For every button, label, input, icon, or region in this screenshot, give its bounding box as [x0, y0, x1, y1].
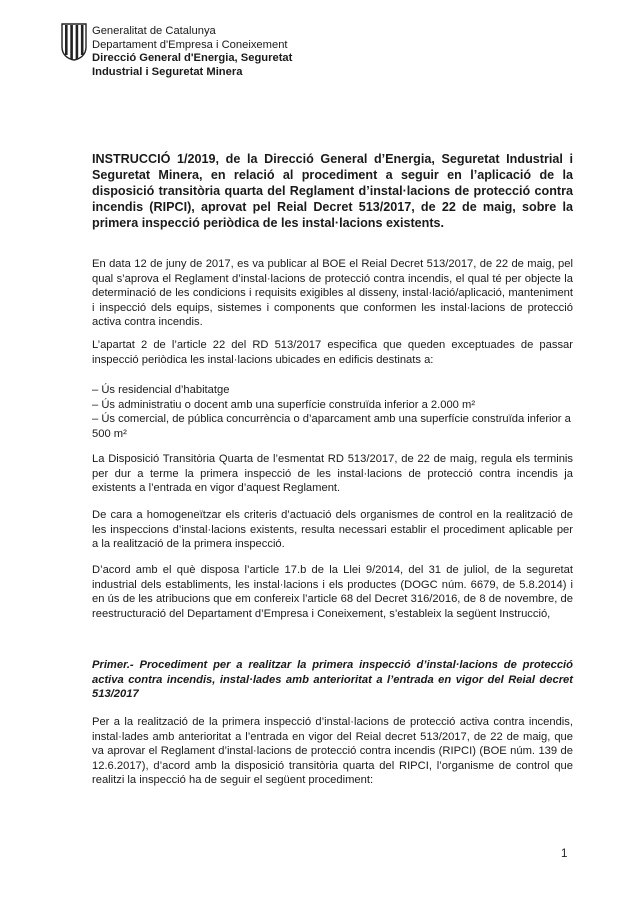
list-item: – Ús administratiu o docent amb una superfície construïda inferior a 2.000 m²	[92, 398, 476, 411]
exceptions-list	[92, 383, 573, 441]
paragraph-publication: En data 12 de juny de 2017, es va publicar al BOE el Reial Decret 513/2017, de 22 de maig, pel qual s’aprova el Reglament d’instal·lacions de protecció contra incendis, el qual té per objecte la determinació de les condicions i requisits exigibles al disseny, instal·lació/aplicació, manteniment i inspecció dels equips, sistemes i components que conformen les instal·lacions de protecció activa contra incendis.	[92, 258, 573, 328]
org-directorate-line2: Industrial i Seguretat Minera	[92, 65, 243, 78]
list-item: – Ús residencial d’habitatge	[92, 384, 230, 396]
organization-name	[92, 25, 292, 79]
page-number: 1	[561, 848, 568, 860]
paragraph-article-22: L’apartat 2 de l’article 22 del RD 513/2017 especifica que queden exceptuades de passar inspecció periòdica les instal·lacions ubicades en edificis destinats a:	[92, 339, 573, 366]
list-item: – Ús comercial, de pública concurrència o d’aparcament amb una superfície construïda inferior a 500 m²	[92, 413, 571, 440]
org-generalitat: Generalitat de Catalunya	[92, 25, 216, 37]
paragraph-legal-basis: D’acord amb el què disposa l’article 17.b de la Llei 9/2014, del 31 de juliol, de la seguretat industrial dels establiments, les instal·lacions i els productes (DOGC núm. 6679, de 5.8.2014) i en ús de les atribucions que em confereix l’article 68 del Decret 316/2016, de 8 de novembre, de reestructuració del Departament d’Empresa i Coneixement, s’estableix la següent Instrucció,	[92, 564, 573, 620]
section-heading-primer: Primer.- Procediment per a realitzar la primera inspecció d’instal·lacions de protecció activa contra incendis, instal·lades amb anterioritat a l’entrada en vigor del Reial decret 513/2017	[92, 659, 573, 700]
paragraph-transitional-provision: La Disposició Transitòria Quarta de l’esmentat RD 513/2017, de 22 de maig, regula els terminis per dur a terme la primera inspecció de les instal·lacions de protecció contra incendis ja existents a l’entrada en vigor d’aquest Reglament.	[92, 453, 573, 494]
org-department: Departament d'Empresa i Coneixement	[92, 38, 288, 51]
document-title: INSTRUCCIÓ 1/2019, de la Direcció General d’Energia, Seguretat Industrial i Seguretat Minera, en relació al procediment a seguir en l’aplicació de la disposició transitòria quarta del Reglament d’instal·lacions de protecció contra incendis (RIPCI), aprovat pel Reial Decret 513/2017, de 22 de maig, sobre la primera inspecció periòdica de les instal·lacions existents.	[92, 152, 573, 230]
paragraph-homogenize: De cara a homogeneïtzar els criteris d’actuació dels organismes de control en la realització de les inspeccions d’instal·lacions existents, resulta necessari establir el procediment aplicable per a la realització de la primera inspecció.	[92, 509, 573, 550]
org-directorate-line1: Direcció General d'Energia, Seguretat	[92, 52, 293, 64]
paragraph-procedure: Per a la realització de la primera inspecció d’instal·lacions de protecció activa contra incendis, instal·lades amb anterioritat a l’entrada en vigor del Reial decret 513/2017, de 22 de maig, que va aprovar el Reglament d’instal·lacions de protecció contra incendis (RIPCI) (BOE núm. 139 de 12.6.2017), d’acord amb la disposició transitòria quarta del RIPCI, l’organisme de control que realitzi la inspecció ha de seguir el següent procediment:	[92, 716, 573, 786]
generalitat-logo-icon	[61, 23, 87, 61]
